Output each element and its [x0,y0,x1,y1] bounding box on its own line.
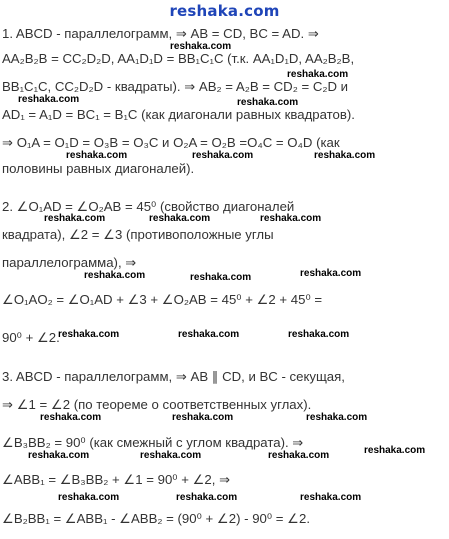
solution-line: квадрата), ∠2 = ∠3 (противоположные углы [2,227,274,242]
solution-line: 3. ABCD - параллелограмм, ⇒ AB ∥ CD, и BC - секущая, [2,369,345,384]
watermark: reshaka.com [288,329,350,340]
watermark: reshaka.com [149,213,211,224]
watermark: reshaka.com [172,412,234,423]
solution-line: ∠B₂BB₁ = ∠ABB₁ - ∠ABB₂ = (90⁰ + ∠2) - 90⁰ = ∠2. [2,511,310,526]
solution-line: ∠ABB₁ = ∠B₃BB₂ + ∠1 = 90⁰ + ∠2, ⇒ [2,472,231,487]
watermark: reshaka.com [190,272,252,283]
watermark: reshaka.com [18,94,80,105]
solution-line: ∠B₃BB₂ = 90⁰ (как смежный с углом квадрата). ⇒ [2,435,304,450]
watermark: reshaka.com [176,492,238,503]
solution-line: AD₁ = A₁D = BC₁ = B₁C (как диагонали равных квадратов). [2,107,355,122]
watermark: reshaka.com [84,270,146,281]
solution-line: ∠O₁AO₂ = ∠O₁AD + ∠3 + ∠O₂AB = 45⁰ + ∠2 + 45⁰ = [2,292,323,307]
watermark: reshaka.com [314,150,376,161]
solution-line: 1. ABCD - параллелограмм, ⇒ AB = CD, BC = AD. ⇒ [2,26,319,41]
watermark: reshaka.com [28,450,90,461]
watermark: reshaka.com [178,329,240,340]
watermark: reshaka.com [44,213,106,224]
watermark: reshaka.com [58,329,120,340]
watermark: reshaka.com [287,69,349,80]
solution-line: 90⁰ + ∠2. [2,330,60,345]
watermark: reshaka.com [40,412,102,423]
watermark: reshaka.com [58,492,120,503]
watermark: reshaka.com [66,150,128,161]
solution-line: ⇒ O₁A = O₁D = O₃B = O₃C и O₂A = O₂B =O₄C = O₄D (как [2,135,340,150]
watermark: reshaka.com [192,150,254,161]
solution-line: ⇒ ∠1 = ∠2 (по теореме о соответственных углах). [2,397,312,412]
solution-line: 2. ∠O₁AD = ∠O₂AB = 45⁰ (свойство диагоналей [2,199,295,214]
solution-line: BB₁C₁C, CC₂D₂D - квадраты). ⇒ AB₂ = A₂B = CD₂ = C₂D и [2,79,349,94]
watermark: reshaka.com [237,97,299,108]
site-header: reshaka.com [169,2,280,20]
watermark: reshaka.com [300,492,362,503]
watermark: reshaka.com [300,268,362,279]
watermark: reshaka.com [260,213,322,224]
watermark: reshaka.com [170,41,232,52]
watermark: reshaka.com [140,450,202,461]
solution-line: AA₂B₂B = CC₂D₂D, AA₁D₁D = BB₁C₁C (т.к. AA₁D₁D, AA₂B₂B, [2,51,355,66]
solution-line: параллелограмма), ⇒ [2,255,137,270]
watermark: reshaka.com [268,450,330,461]
solution-line: половины равных диагоналей). [2,161,195,176]
watermark: reshaka.com [364,445,426,456]
watermark: reshaka.com [306,412,368,423]
